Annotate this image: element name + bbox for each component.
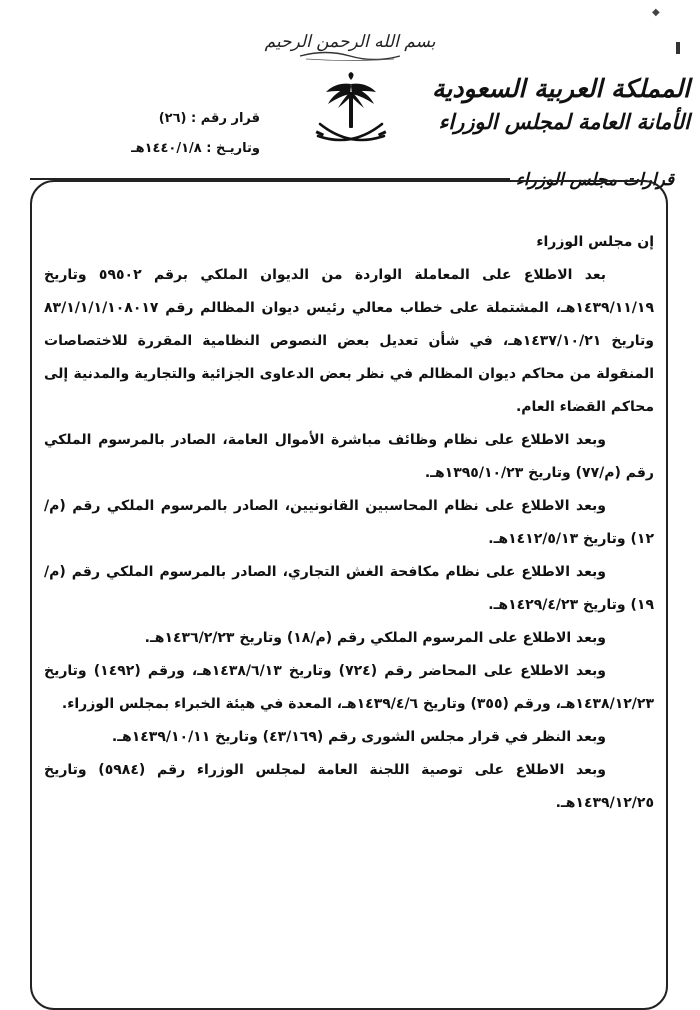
basmala: بسم الله الرحمن الرحيم (264, 32, 436, 52)
decision-info (60, 104, 260, 164)
opening-line: إن مجلس الوزراء (536, 234, 654, 250)
decisions-label: قرارات مجلس الوزراء (515, 170, 675, 190)
paragraph-3: وبعد الاطلاع على نظام المحاسبين القانونيين، الصادر بالمرسوم الملكي رقم (م/١٢) وتاريخ ١٤١٢/٥/١٣هـ. (44, 498, 654, 547)
basmala-flourish (296, 48, 404, 62)
edge-mark (676, 42, 680, 54)
kingdom-name: المملكة العربية السعودية (431, 74, 690, 103)
paragraph-5: وبعد الاطلاع على المرسوم الملكي رقم (م/١٨) وتاريخ ١٤٣٦/٢/٢٣هـ. (144, 630, 606, 646)
paragraph-2: وبعد الاطلاع على نظام وظائف مباشرة الأموال العامة، الصادر بالمرسوم الملكي رقم (م/٧٧) وتاريخ ١٣٩٥/١٠/٢٣هـ. (44, 432, 654, 481)
palm-and-crossed-swords-icon (306, 70, 396, 160)
document-body (44, 226, 654, 986)
decision-number: قرار رقم : (٢٦) (158, 111, 260, 126)
ministry-letterhead (431, 72, 690, 172)
paragraph-8: وبعد الاطلاع على توصية اللجنة العامة لمجلس الوزراء رقم (٥٩٨٤) وتاريخ ١٤٣٩/١٢/٢٥هـ. (44, 762, 654, 811)
secretariat-name: الأمانة العامة لمجلس الوزراء (438, 109, 690, 134)
corner-mark: ◆ (652, 7, 660, 18)
paragraph-6: وبعد الاطلاع على المحاضر رقم (٧٢٤) وتاريخ ١٤٣٨/٦/١٣هـ، ورقم (١٤٩٢) وتاريخ ١٤٣٨/١٢/٢٣هـ، ورقم (٣٥٥) وتاريخ ١٤٣٩/٤/٦هـ، المعدة في هيئة الخبراء بمجلس الوزراء. (44, 663, 654, 712)
decision-date: وتاريـخ : ١٤٤٠/١/٨هـ (131, 141, 260, 156)
paragraph-4: وبعد الاطلاع على نظام مكافحة الغش التجاري، الصادر بالمرسوم الملكي رقم (م/١٩) وتاريخ ١٤٢٩/٤/٢٣هـ. (44, 564, 654, 613)
paragraph-7: وبعد النظر في قرار مجلس الشورى رقم (٤٣/١٦٩) وتاريخ ١٤٣٩/١٠/١١هـ. (111, 729, 606, 745)
paragraph-1: بعد الاطلاع على المعاملة الواردة من الديوان الملكي برقم ٥٩٥٠٢ وتاريخ ١٤٣٩/١١/١٩هـ، المشتملة على خطاب معالي رئيس ديوان المظالم رقم ٨٣/١/١/١/١٠٨٠١٧ وتاريخ ١٤٣٧/١٠/٢١هـ، في شأن تعديل بعض النصوص النظامية المقررة للاختصاصات المنقولة من محاكم ديوان المظالم في نظر بعض الدعاوى الجزائية والتجارية والمدنية إلى محاكم القضاء العام. (44, 267, 654, 415)
